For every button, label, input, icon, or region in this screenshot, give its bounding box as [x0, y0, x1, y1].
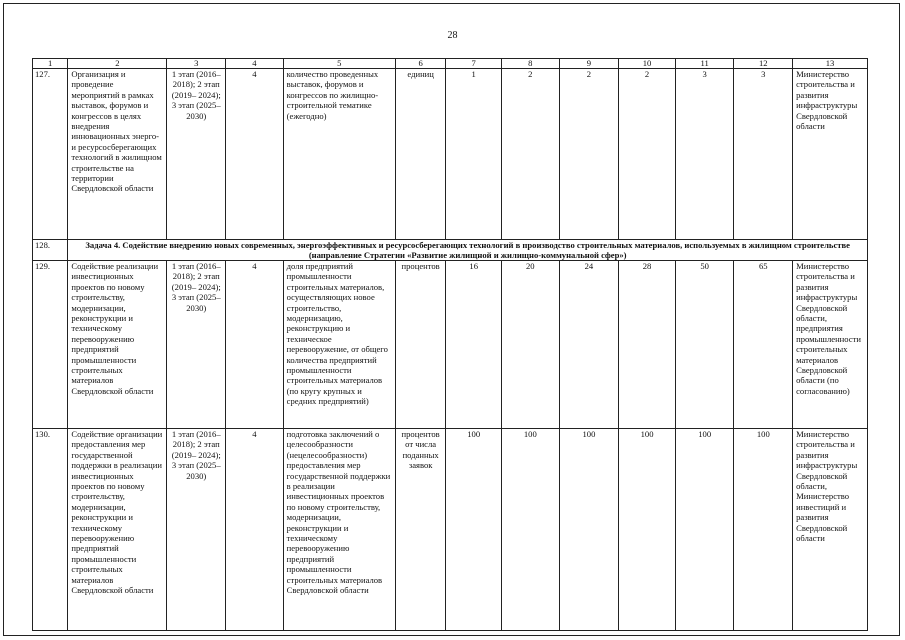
indicator: количество проведенных выставок, форумов и конгрессов по жилищно-строительной тематике (ежегодно)	[283, 69, 395, 240]
column-number: 5	[283, 59, 395, 69]
column-number: 1	[33, 59, 68, 69]
executor: Министерство строительства и развития инфраструктуры Свердловской области, Министерство инвестиций и развития Свердловской области	[793, 429, 868, 631]
column-number-row	[33, 59, 868, 69]
value-cell: 1	[446, 69, 502, 240]
event-name: Содействие реализации инвестиционных проектов по новому строительству, модернизации, реконструкции и техническому перевооружению предприятий промышленности строительных материалов Свердловской области	[68, 261, 167, 429]
indicator: доля предприятий промышленности строительных материалов, осуществляющих новое строительство, модернизацию, реконструкцию и техническое перевооружение, от общего количества предприятий промышленности строительных материалов (по кругу крупных и средних предприятий)	[283, 261, 395, 429]
task-heading: Задача 4. Содействие внедрению новых современных, энергоэффективных и ресурсосберегающих технологий в производство строительных материалов, используемых в жилищном строительстве (направление Стратегии «Развитие жилищной и жилищно-коммунальной сфер»)	[68, 240, 868, 261]
event-name: Содействие организации предоставления мер государственной поддержки в реализации инвестиционных проектов по новому строительству, модернизации, реконструкции и техническому перевооружению предприятий промышленности строительных материалов Свердловской области	[68, 429, 167, 631]
stages: 1 этап (2016– 2018); 2 этап (2019– 2024); 3 этап (2025– 2030)	[167, 69, 226, 240]
row-number: 128.	[33, 240, 68, 261]
value-cell: 28	[619, 261, 676, 429]
program-table	[32, 58, 868, 631]
column-number: 4	[226, 59, 284, 69]
table-row	[33, 261, 868, 429]
row-number: 127.	[33, 69, 68, 240]
value-cell: 100	[559, 429, 619, 631]
value-cell: 2	[559, 69, 619, 240]
column-number: 9	[559, 59, 619, 69]
unit: процентов	[395, 261, 446, 429]
column-number: 3	[167, 59, 226, 69]
row-number: 129.	[33, 261, 68, 429]
value-cell: 20	[502, 261, 560, 429]
event-name: Организация и проведение мероприятий в рамках выставок, форумов и конгрессов в целях внедрения инновационных энерго- и ресурсосберегающих технологий в жилищном строительстве на территории Свердловской области	[68, 69, 167, 240]
indicator: подготовка заключений о целесообразности (нецелесообразности) предоставления мер государственной поддержки в реализации инвестиционных проектов по новому строительству, модернизации, реконструкции и техническому перевооружению предприятий промышленности строительных материалов Свердловской области	[283, 429, 395, 631]
value-cell: 100	[734, 429, 793, 631]
column-number: 8	[502, 59, 560, 69]
column-number: 10	[619, 59, 676, 69]
value-cell: 100	[502, 429, 560, 631]
column-number: 13	[793, 59, 868, 69]
column-number: 2	[68, 59, 167, 69]
unit: единиц	[395, 69, 446, 240]
value-cell: 100	[446, 429, 502, 631]
task-row	[33, 240, 868, 261]
value-cell: 3	[734, 69, 793, 240]
column-4-value: 4	[226, 429, 284, 631]
table-row	[33, 429, 868, 631]
column-number: 6	[395, 59, 446, 69]
column-number: 12	[734, 59, 793, 69]
value-cell: 100	[675, 429, 734, 631]
column-4-value: 4	[226, 69, 284, 240]
unit: процентов от числа поданных заявок	[395, 429, 446, 631]
column-number: 11	[675, 59, 734, 69]
stages: 1 этап (2016– 2018); 2 этап (2019– 2024); 3 этап (2025– 2030)	[167, 429, 226, 631]
value-cell: 65	[734, 261, 793, 429]
value-cell: 2	[502, 69, 560, 240]
value-cell: 50	[675, 261, 734, 429]
value-cell: 100	[619, 429, 676, 631]
executor: Министерство строительства и развития инфраструктуры Свердловской области	[793, 69, 868, 240]
value-cell: 2	[619, 69, 676, 240]
column-4-value: 4	[226, 261, 284, 429]
column-number: 7	[446, 59, 502, 69]
row-number: 130.	[33, 429, 68, 631]
stages: 1 этап (2016– 2018); 2 этап (2019– 2024); 3 этап (2025– 2030)	[167, 261, 226, 429]
value-cell: 24	[559, 261, 619, 429]
table-row	[33, 69, 868, 240]
value-cell: 3	[675, 69, 734, 240]
value-cell: 16	[446, 261, 502, 429]
executor: Министерство строительства и развития инфраструктуры Свердловской области, предприятия промышленности строительных материалов Свердловской области (по согласованию)	[793, 261, 868, 429]
page-number: 28	[447, 30, 458, 41]
